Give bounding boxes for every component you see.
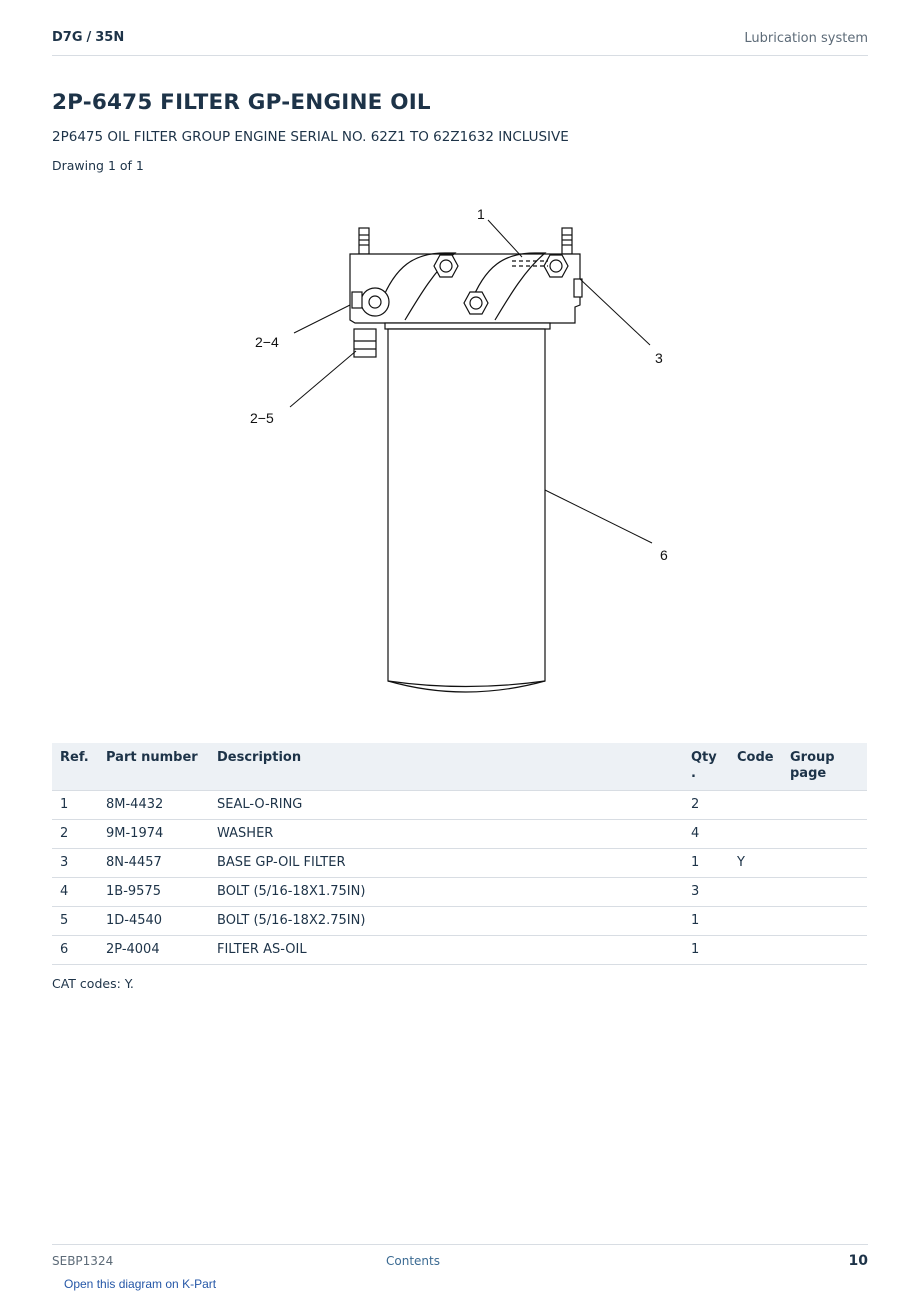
- cell-code: [729, 936, 782, 965]
- parts-table: [52, 743, 867, 965]
- table-row: [52, 820, 867, 849]
- cell-ref: 3: [52, 849, 98, 878]
- oil-filter-drawing: [230, 195, 690, 705]
- drawing-info: Drawing 1 of 1: [52, 158, 144, 173]
- col-part-number: Part number: [98, 743, 209, 791]
- cell-description: BOLT (5/16-18X1.75IN): [209, 878, 683, 907]
- cell-ref: 1: [52, 791, 98, 820]
- callout-2-4: 2−4: [255, 334, 279, 350]
- model-label: D7G: [52, 30, 83, 45]
- cell-qty: 4: [683, 820, 729, 849]
- callout-1: 1: [477, 206, 485, 222]
- cell-description: FILTER AS-OIL: [209, 936, 683, 965]
- cell-group-page: [782, 936, 867, 965]
- cell-qty: 2: [683, 791, 729, 820]
- callout-6: 6: [660, 547, 668, 563]
- cell-part-number: 1B-9575: [98, 878, 209, 907]
- section-label: Lubrication system: [744, 31, 868, 46]
- parts-diagram: [230, 195, 690, 705]
- col-qty: Qty .: [683, 743, 729, 791]
- cell-group-page: [782, 820, 867, 849]
- callout-3: 3: [655, 350, 663, 366]
- col-code: Code: [729, 743, 782, 791]
- cat-codes-note: CAT codes: Y.: [52, 976, 134, 991]
- cell-code: [729, 791, 782, 820]
- table-row: [52, 849, 867, 878]
- cell-description: WASHER: [209, 820, 683, 849]
- filter-group-illustration: [350, 228, 582, 692]
- cell-part-number: 9M-1974: [98, 820, 209, 849]
- open-in-kpart-link[interactable]: Open this diagram on K-Part: [64, 1277, 217, 1291]
- cell-group-page: [782, 849, 867, 878]
- document-id: SEBP1324: [52, 1254, 114, 1268]
- page-subtitle: 2P6475 OIL FILTER GROUP ENGINE SERIAL NO. 62Z1 TO 62Z1632 INCLUSIVE: [52, 129, 569, 145]
- cell-description: SEAL-O-RING: [209, 791, 683, 820]
- col-group-page: Group page: [782, 743, 867, 791]
- breadcrumb: [52, 30, 124, 45]
- table-row: [52, 907, 867, 936]
- cell-code: [729, 820, 782, 849]
- cell-description: BOLT (5/16-18X2.75IN): [209, 907, 683, 936]
- contents-link[interactable]: Contents: [386, 1254, 440, 1268]
- callout-2-5: 2−5: [250, 410, 274, 426]
- page-footer: [52, 1244, 868, 1275]
- page-header: [52, 28, 868, 56]
- col-ref: Ref.: [52, 743, 98, 791]
- cell-code: [729, 878, 782, 907]
- serial-prefix-label: 35N: [95, 30, 125, 45]
- table-header-row: [52, 743, 867, 791]
- cell-group-page: [782, 878, 867, 907]
- cell-qty: 3: [683, 878, 729, 907]
- table-row: [52, 791, 867, 820]
- cell-ref: 5: [52, 907, 98, 936]
- cell-qty: 1: [683, 936, 729, 965]
- cell-ref: 6: [52, 936, 98, 965]
- page-title: 2P-6475 FILTER GP-ENGINE OIL: [52, 90, 431, 115]
- cell-part-number: 8N-4457: [98, 849, 209, 878]
- cell-code: Y: [729, 849, 782, 878]
- table-row: [52, 878, 867, 907]
- cell-ref: 4: [52, 878, 98, 907]
- breadcrumb-separator: /: [86, 30, 92, 45]
- cell-qty: 1: [683, 849, 729, 878]
- cell-description: BASE GP-OIL FILTER: [209, 849, 683, 878]
- cell-part-number: 1D-4540: [98, 907, 209, 936]
- cell-code: [729, 907, 782, 936]
- page-number: 10: [848, 1253, 868, 1269]
- cell-group-page: [782, 791, 867, 820]
- cell-group-page: [782, 907, 867, 936]
- cell-part-number: 8M-4432: [98, 791, 209, 820]
- col-description: Description: [209, 743, 683, 791]
- cell-qty: 1: [683, 907, 729, 936]
- cell-ref: 2: [52, 820, 98, 849]
- table-row: [52, 936, 867, 965]
- cell-part-number: 2P-4004: [98, 936, 209, 965]
